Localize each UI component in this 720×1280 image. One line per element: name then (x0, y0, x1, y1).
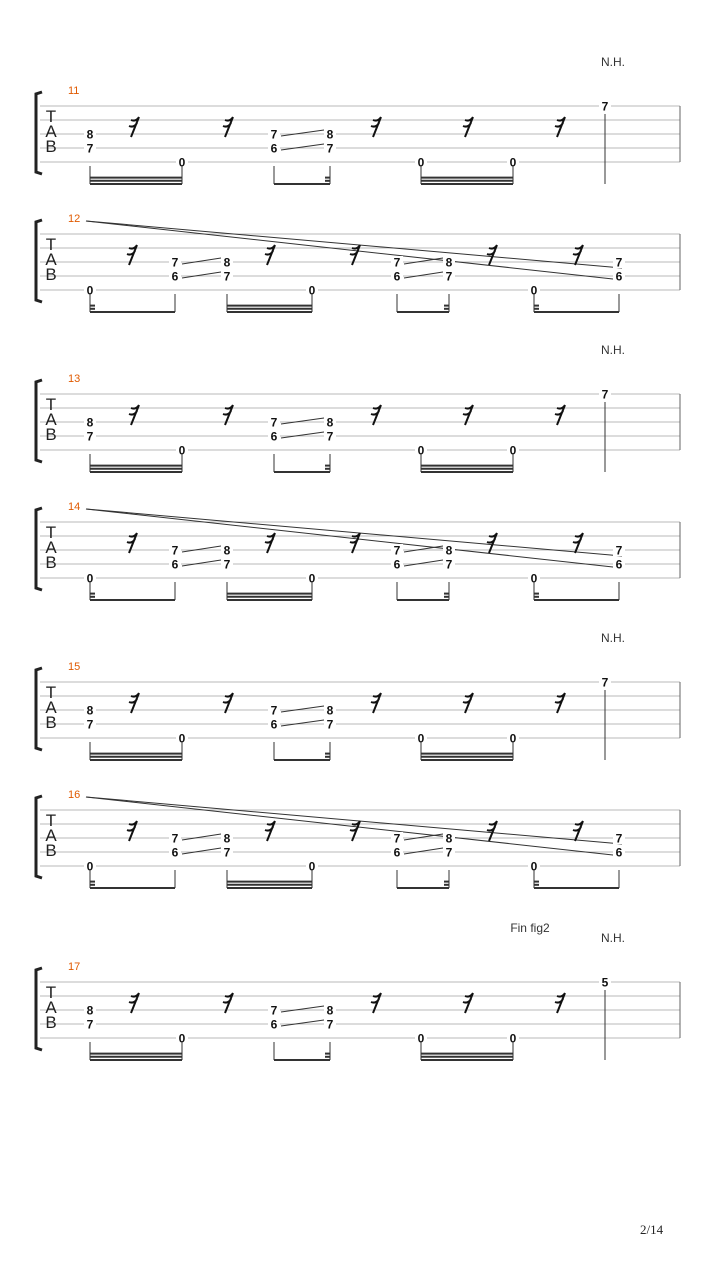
slide-line (281, 144, 324, 150)
tab-clef-letter: B (45, 425, 57, 444)
slide-line (281, 418, 324, 424)
fret-number: 0 (417, 155, 425, 170)
fret-number: 0 (178, 155, 186, 170)
fret-number: 8 (223, 255, 231, 270)
fret-number: 0 (86, 859, 94, 874)
fret-number: 5 (601, 975, 609, 990)
fret-number: 0 (509, 155, 517, 170)
tab-clef-letter: A (45, 538, 57, 557)
fret-number: 7 (393, 255, 401, 270)
fret-number: 6 (270, 141, 278, 156)
fret-number: 7 (393, 831, 401, 846)
fret-number: 8 (223, 543, 231, 558)
fret-number: 8 (445, 543, 453, 558)
fret-number: 0 (509, 1031, 517, 1046)
fret-number: 7 (270, 1003, 278, 1018)
fret-number: 0 (530, 859, 538, 874)
fret-number: 8 (223, 831, 231, 846)
tab-clef-letter: A (45, 826, 57, 845)
fret-number: 8 (86, 703, 94, 718)
fret-number: 7 (601, 99, 609, 114)
fret-number: 0 (178, 1031, 186, 1046)
fret-number: 7 (171, 543, 179, 558)
fret-number: 0 (509, 443, 517, 458)
slide-line (182, 834, 221, 840)
tab-clef-letter: A (45, 410, 57, 429)
fret-number: 0 (308, 571, 316, 586)
fret-number: 6 (171, 269, 179, 284)
fret-number: 0 (509, 731, 517, 746)
measure-number: 16 (68, 789, 81, 801)
fret-number: 0 (530, 283, 538, 298)
fret-number: 7 (326, 1017, 334, 1032)
fret-number: 0 (417, 1031, 425, 1046)
measure-number: 14 (68, 501, 81, 513)
fret-number: 7 (445, 269, 453, 284)
tab-system-12 (36, 213, 680, 312)
slide-line (182, 546, 221, 552)
slide-line (404, 560, 443, 566)
slide-line (281, 130, 324, 136)
fret-number: 6 (270, 717, 278, 732)
tab-clef-letter: T (45, 235, 57, 254)
fret-number: 0 (86, 283, 94, 298)
fret-number: 6 (615, 269, 623, 284)
fret-number: 8 (445, 831, 453, 846)
measure-number: 12 (68, 213, 81, 225)
fret-number: 7 (326, 141, 334, 156)
slide-line (281, 720, 324, 726)
slide-line (404, 258, 443, 264)
tab-clef-letter: T (45, 983, 57, 1002)
fret-number: 7 (86, 429, 94, 444)
page-number: 2/14 (640, 1222, 664, 1237)
tab-clef-letter: B (45, 841, 57, 860)
tab-system-17 (36, 921, 680, 1060)
fret-number: 7 (615, 255, 623, 270)
fret-number: 0 (417, 443, 425, 458)
tab-clef-letter: B (45, 713, 57, 732)
tab-clef-letter: B (45, 553, 57, 572)
slide-line (182, 272, 221, 278)
fret-number: 0 (308, 859, 316, 874)
fret-number: 8 (326, 415, 334, 430)
tab-clef-letter: T (45, 811, 57, 830)
fret-number: 0 (178, 731, 186, 746)
measure-number: 17 (68, 961, 81, 973)
fret-number: 8 (326, 1003, 334, 1018)
fret-number: 6 (270, 1017, 278, 1032)
fret-number: 0 (178, 443, 186, 458)
tab-clef-letter: T (45, 683, 57, 702)
fret-number: 7 (615, 831, 623, 846)
tab-clef-letter: A (45, 122, 57, 141)
slide-line (404, 834, 443, 840)
natural-harmonic-label: N.H. (601, 343, 625, 357)
fret-number: 6 (171, 845, 179, 860)
tab-system-11 (36, 55, 680, 184)
fret-number: 7 (86, 717, 94, 732)
tab-system-13 (36, 343, 680, 472)
fret-number: 6 (393, 845, 401, 860)
natural-harmonic-label: N.H. (601, 931, 625, 945)
tab-clef-letter: B (45, 265, 57, 284)
fret-number: 7 (326, 717, 334, 732)
fret-number: 8 (86, 415, 94, 430)
fret-number: 0 (530, 571, 538, 586)
fret-number: 0 (86, 571, 94, 586)
slide-line (182, 258, 221, 264)
gliss-line (86, 797, 622, 856)
fret-number: 7 (326, 429, 334, 444)
fret-number: 7 (171, 255, 179, 270)
fret-number: 7 (393, 543, 401, 558)
measure-number: 11 (68, 85, 80, 97)
measure-number: 15 (68, 661, 81, 673)
fret-number: 6 (615, 845, 623, 860)
slide-line (404, 272, 443, 278)
fret-number: 7 (270, 415, 278, 430)
natural-harmonic-label: N.H. (601, 631, 625, 645)
tab-clef-letter: T (45, 395, 57, 414)
fret-number: 6 (615, 557, 623, 572)
slide-line (281, 706, 324, 712)
tab-clef-letter: A (45, 698, 57, 717)
gliss-line (86, 221, 622, 280)
fret-number: 6 (171, 557, 179, 572)
fret-number: 7 (270, 703, 278, 718)
fret-number: 8 (86, 1003, 94, 1018)
slide-line (281, 1020, 324, 1026)
fret-number: 6 (270, 429, 278, 444)
fret-number: 7 (615, 543, 623, 558)
slide-line (281, 1006, 324, 1012)
fin-label: Fin fig2 (510, 921, 550, 935)
fret-number: 7 (270, 127, 278, 142)
fret-number: 7 (445, 557, 453, 572)
tab-clef-letter: B (45, 1013, 57, 1032)
fret-number: 7 (171, 831, 179, 846)
slide-line (182, 848, 221, 854)
fret-number: 7 (223, 269, 231, 284)
tab-system-16 (36, 789, 680, 888)
slide-line (281, 432, 324, 438)
tab-clef-letter: T (45, 523, 57, 542)
fret-number: 7 (601, 387, 609, 402)
fret-number: 7 (223, 845, 231, 860)
fret-number: 6 (393, 269, 401, 284)
tab-clef-letter: A (45, 998, 57, 1017)
slide-line (182, 560, 221, 566)
fret-number: 8 (326, 703, 334, 718)
tab-clef-letter: B (45, 137, 57, 156)
tab-clef-letter: T (45, 107, 57, 126)
fret-number: 8 (86, 127, 94, 142)
fret-number: 7 (445, 845, 453, 860)
fret-number: 7 (223, 557, 231, 572)
tab-clef-letter: A (45, 250, 57, 269)
tab-system-15 (36, 631, 680, 760)
fret-number: 0 (308, 283, 316, 298)
fret-number: 7 (601, 675, 609, 690)
fret-number: 7 (86, 141, 94, 156)
slide-line (404, 546, 443, 552)
fret-number: 8 (445, 255, 453, 270)
fret-number: 6 (393, 557, 401, 572)
natural-harmonic-label: N.H. (601, 55, 625, 69)
fret-number: 8 (326, 127, 334, 142)
gliss-line (86, 509, 622, 568)
slide-line (404, 848, 443, 854)
tab-system-14 (36, 501, 680, 600)
fret-number: 7 (86, 1017, 94, 1032)
fret-number: 0 (417, 731, 425, 746)
measure-number: 13 (68, 373, 81, 385)
